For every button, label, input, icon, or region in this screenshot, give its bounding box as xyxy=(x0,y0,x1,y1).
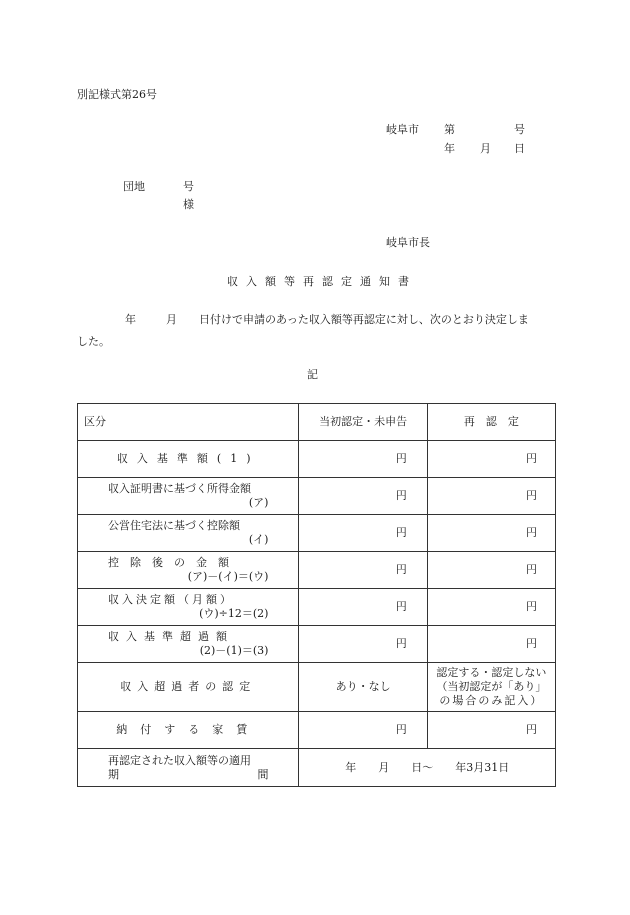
label-excess xyxy=(78,626,299,663)
label-decided-line2: (ウ)÷12＝(2) xyxy=(199,607,269,620)
label-rent: 納付する家賃 xyxy=(78,712,299,749)
header-initial: 当初認定・未申告 xyxy=(299,404,427,441)
addressee-gou: 号 xyxy=(183,180,194,193)
row-after-deduction xyxy=(78,552,556,589)
document-title: 収入額等再認定通知書 xyxy=(227,275,417,288)
excess-cert-recert xyxy=(427,663,555,712)
yen-standard-recert: 円 xyxy=(427,441,555,478)
label-excess-line2: (2)－(1)＝(3) xyxy=(199,644,269,657)
label-period xyxy=(78,749,299,787)
body-line2: した。 xyxy=(77,335,110,348)
header-category: 区分 xyxy=(78,404,299,441)
yen-certificate-recert: 円 xyxy=(427,478,555,515)
date-tsuki: 月 xyxy=(480,142,491,155)
row-rent xyxy=(78,712,556,749)
excess-cert-re-line1: 認定する・認定しない xyxy=(436,666,547,679)
body-nen: 年 xyxy=(125,313,136,326)
yen-rent-recert: 円 xyxy=(427,712,555,749)
yen-decided-initial: 円 xyxy=(299,589,427,626)
label-deduction xyxy=(78,515,299,552)
label-excess-line1: 収入基準超過額 xyxy=(108,630,234,643)
header-recert: 再 認 定 xyxy=(427,404,555,441)
yen-deduction-recert: 円 xyxy=(427,515,555,552)
label-standard: 収入基準額(1) xyxy=(78,441,299,478)
mayor-label: 岐阜市長 xyxy=(386,236,430,249)
body-paragraph xyxy=(77,309,557,353)
row-excess xyxy=(78,626,556,663)
row-excess-cert xyxy=(78,663,556,712)
row-decided xyxy=(78,589,556,626)
row-deduction xyxy=(78,515,556,552)
label-certificate xyxy=(78,478,299,515)
issuer-dai: 第 xyxy=(444,123,455,136)
ki-label: 記 xyxy=(307,368,318,381)
yen-certificate-initial: 円 xyxy=(299,478,427,515)
recert-table xyxy=(77,403,556,787)
addressee-sama: 様 xyxy=(183,198,194,211)
label-excess-cert: 収入超過者の認定 xyxy=(78,663,299,712)
date-hi: 日 xyxy=(514,142,525,155)
body-line1: 日付けで申請のあった収入額等再認定に対し、次のとおり決定しま xyxy=(199,313,529,326)
label-period-line1: 再認定された収入額等の適用 xyxy=(108,753,251,767)
label-period-kan: 間 xyxy=(257,767,269,781)
period-value: 年 月 日～ 年3月31日 xyxy=(299,749,556,787)
issuer-gou: 号 xyxy=(514,123,525,136)
excess-cert-initial: あり・なし xyxy=(299,663,427,712)
issuer-city: 岐阜市 xyxy=(386,123,419,136)
row-period xyxy=(78,749,556,787)
yen-excess-recert: 円 xyxy=(427,626,555,663)
yen-after-recert: 円 xyxy=(427,552,555,589)
label-after-line1: 控 除 後 の 金 額 xyxy=(108,556,229,569)
yen-deduction-initial: 円 xyxy=(299,515,427,552)
label-certificate-line2: (ア) xyxy=(248,496,269,509)
yen-after-initial: 円 xyxy=(299,552,427,589)
body-tsuki: 月 xyxy=(166,313,177,326)
yen-decided-recert: 円 xyxy=(427,589,555,626)
yen-standard-initial: 円 xyxy=(299,441,427,478)
date-nen: 年 xyxy=(444,142,455,155)
row-certificate xyxy=(78,478,556,515)
label-deduction-line1: 公営住宅法に基づく控除額 xyxy=(108,519,240,532)
label-after-deduction xyxy=(78,552,299,589)
label-decided-line1: 収入決定額（月額） xyxy=(108,593,234,606)
form-number: 別記様式第26号 xyxy=(77,88,157,101)
label-period-ki: 期 xyxy=(108,767,119,781)
yen-excess-initial: 円 xyxy=(299,626,427,663)
label-decided xyxy=(78,589,299,626)
excess-cert-re-line2: （当初認定が「あり」 xyxy=(436,680,547,693)
label-deduction-line2: (イ) xyxy=(248,533,269,546)
addressee-danchi: 団地 xyxy=(123,180,145,193)
yen-rent-initial: 円 xyxy=(299,712,427,749)
row-standard xyxy=(78,441,556,478)
excess-cert-re-line3: の場合のみ記入） xyxy=(439,694,544,707)
label-certificate-line1: 収入証明書に基づく所得金額 xyxy=(108,482,251,495)
label-after-line2: (ア)－(イ)＝(ウ) xyxy=(187,570,269,583)
table-header-row xyxy=(78,404,556,441)
